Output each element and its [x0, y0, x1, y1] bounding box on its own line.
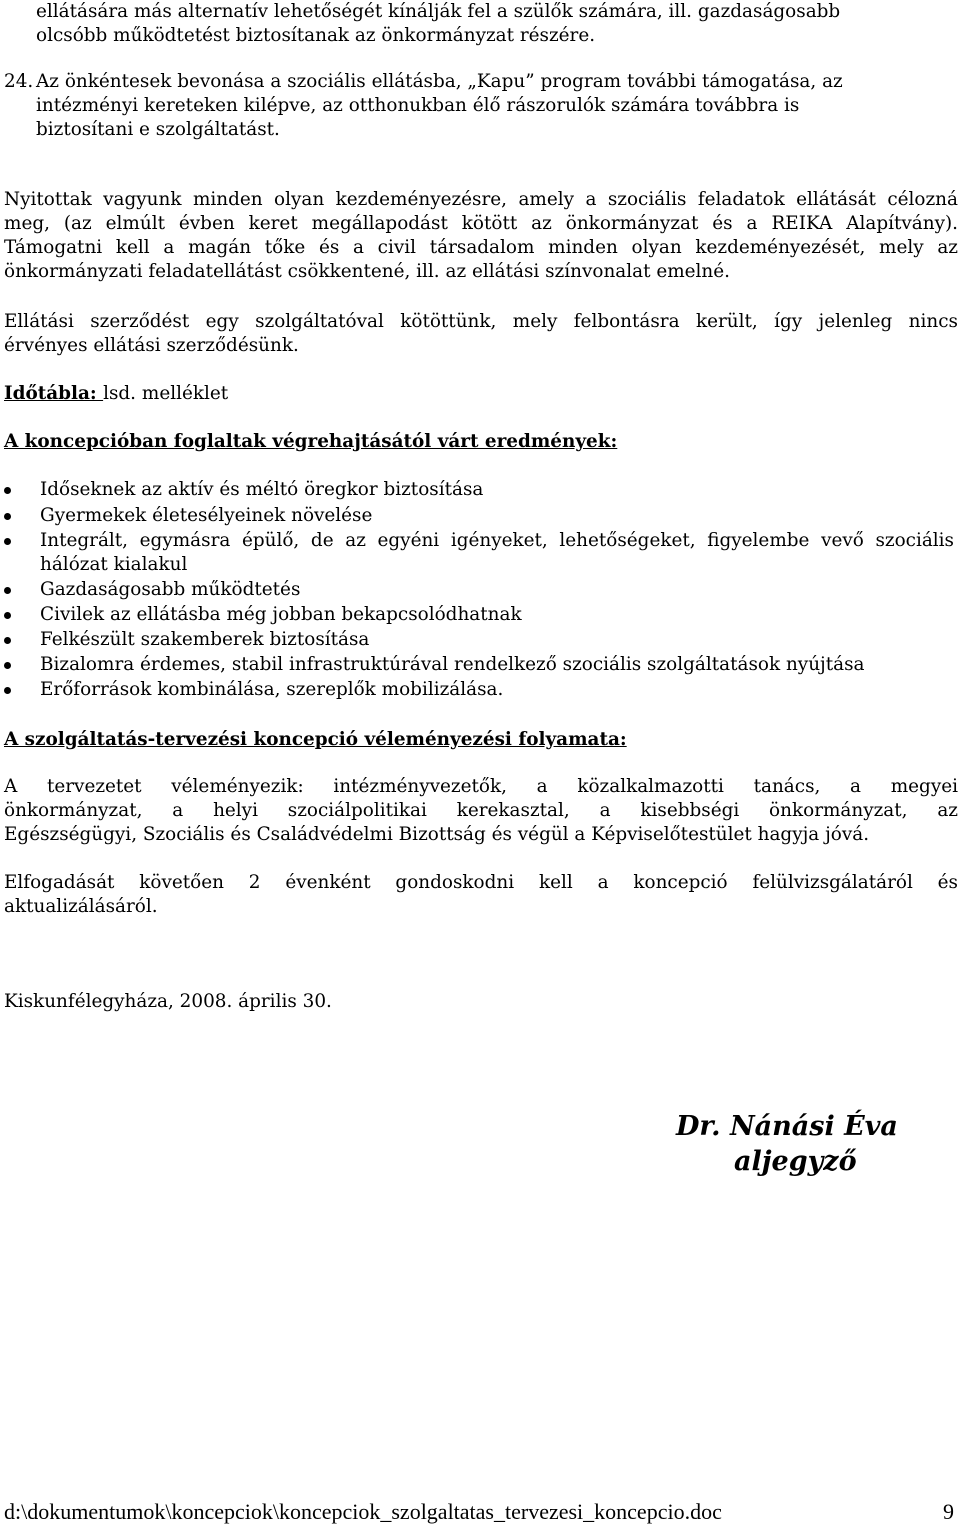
bullet-icon [4, 487, 11, 494]
bullet-icon [4, 538, 11, 545]
body-text-line: Az önkéntesek bevonása a szociális ellátásba, „Kapu” program további támogatása, az [36, 71, 843, 92]
list-item [40, 529, 954, 553]
list-item-text: Bizalomra érdemes, stabil infrastruktúrával rendelkező szociális szolgáltatások nyújtása [40, 654, 865, 675]
list-item [40, 678, 503, 702]
signature-name: Dr. Nánási Éva [676, 1111, 898, 1142]
signature-title: aljegyző [734, 1146, 857, 1177]
list-item-text: Erőforrások kombinálása, szereplők mobilizálása. [40, 679, 504, 700]
body-text-line: olcsóbb működtetést biztosítanak az önkormányzat részére. [36, 25, 596, 46]
list-item-text: Gazdaságosabb működtetés [40, 579, 301, 600]
section-heading: A koncepcióban foglaltak végrehajtásától várt eredmények: [4, 431, 618, 452]
list-item [40, 653, 865, 677]
body-text-line: Egészségügyi, Szociális és Családvédelmi Bizottság és végül a Képviselőtestület hagyja jóvá. [4, 824, 870, 845]
list-item-text: Időseknek az aktív és méltó öregkor biztosítása [40, 479, 484, 500]
bullet-icon [4, 612, 11, 619]
list-item-text: Felkészült szakemberek biztosítása [40, 629, 370, 650]
list-item-continuation: hálózat kialakul [40, 554, 188, 575]
timetable-line [4, 382, 228, 406]
list-item [40, 504, 372, 528]
body-text-line: intézményi kereteken kilépve, az otthonukban élő rászorulók számára továbbra is [36, 95, 800, 116]
body-text-line: aktualizálásáról. [4, 896, 158, 917]
body-text-line: érvényes ellátási szerződésünk. [4, 335, 299, 356]
list-item [40, 478, 483, 502]
body-text-line: A tervezetet véleményezik: intézményvezetők, a közalkalmazotti tanács, a megyei [4, 776, 958, 797]
bullet-icon [4, 662, 11, 669]
body-text-line: Nyitottak vagyunk minden olyan kezdeményezésre, amely a szociális feladatok ellátását célozná [4, 189, 958, 210]
place-date: Kiskunfélegyháza, 2008. április 30. [4, 991, 332, 1012]
footer-file-path: d:\dokumentumok\koncepciok\koncepciok_szolgaltatas_tervezesi_koncepcio.doc [4, 1499, 722, 1524]
body-text-line: meg, (az elmúlt évben keret megállapodást kötött az önkormányzat és a REIKA Alapítvány). [4, 213, 958, 234]
body-text-line: Elfogadását követően 2 évenként gondoskodni kell a koncepció felülvizsgálatáról és [4, 872, 958, 893]
list-item [40, 628, 369, 652]
timetable-label: Időtábla: [4, 383, 104, 404]
body-text-line: ellátására más alternatív lehetőségét kínálják fel a szülők számára, ill. gazdaságosabb [36, 1, 841, 22]
timetable-text: lsd. melléklet [103, 383, 229, 404]
bullet-icon [4, 513, 11, 520]
body-text-line: önkormányzati feladatellátást csökkentené, ill. az ellátási színvonalat emelné. [4, 261, 730, 282]
body-text-line: Támogatni kell a magán tőke és a civil társadalom minden olyan kezdeményezését, mely az [4, 237, 958, 258]
section-heading: A szolgáltatás-tervezési koncepció véleményezési folyamata: [4, 729, 627, 750]
bullet-icon [4, 687, 11, 694]
list-item [40, 578, 300, 602]
list-item-text: Integrált, egymásra épülő, de az egyéni igényeket, lehetőségeket, figyelembe vevő szociális [40, 530, 954, 551]
list-item-text: Civilek az ellátásba még jobban bekapcsolódhatnak [40, 604, 522, 625]
list-item [40, 603, 522, 627]
bullet-icon [4, 587, 11, 594]
body-text-line: biztosítani e szolgáltatást. [36, 119, 280, 140]
list-number: 24. [4, 71, 34, 92]
body-text-line: önkormányzat, a helyi szociálpolitikai kerekasztal, a kisebbségi önkormányzat, az [4, 800, 958, 821]
body-text-line: Ellátási szerződést egy szolgáltatóval kötöttünk, mely felbontásra került, így jelenleg nincs [4, 311, 958, 332]
bullet-icon [4, 637, 11, 644]
list-item-text: Gyermekek életesélyeinek növelése [40, 505, 373, 526]
page-number: 9 [943, 1499, 954, 1524]
